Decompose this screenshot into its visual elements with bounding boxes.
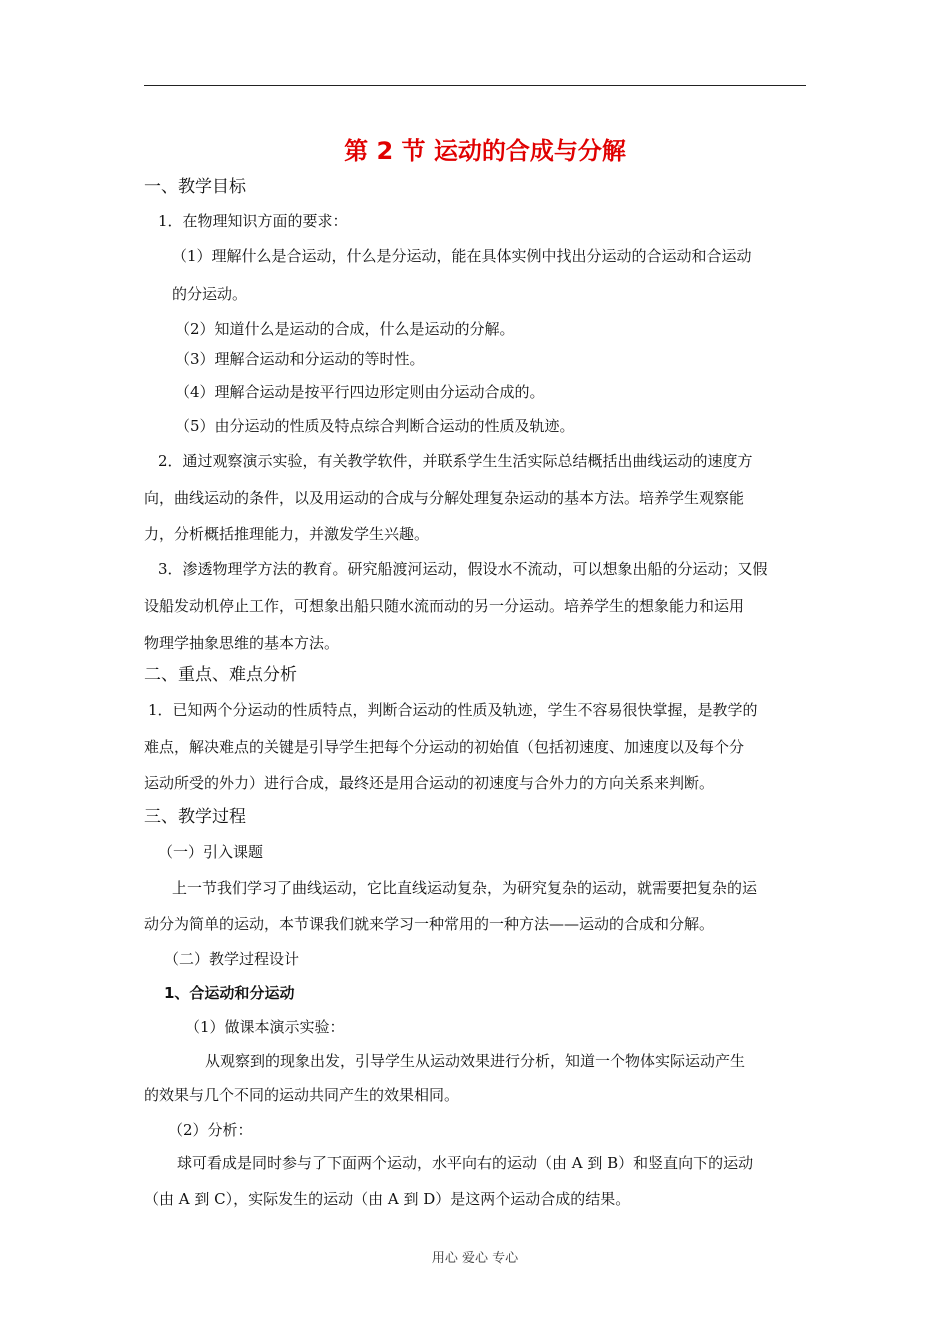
paragraph-line: （一）引入课题	[158, 843, 264, 861]
paragraph-line: （4）理解合运动是按平行四边形定则由分运动合成的。	[175, 383, 545, 401]
section-heading: 三、教学过程	[144, 807, 246, 827]
paragraph-line: 的效果与几个不同的运动共同产生的效果相同。	[144, 1086, 460, 1104]
paragraph-line: （二）教学过程设计	[164, 950, 300, 968]
paragraph-line: 从观察到的现象出发，引导学生从运动效果进行分析，知道一个物体实际运动产生	[205, 1052, 746, 1070]
section-heading: 二、重点、难点分析	[144, 665, 297, 685]
paragraph-line: 难点，解决难点的关键是引导学生把每个分运动的初始值（包括初速度、加速度以及每个分	[144, 738, 745, 756]
paragraph-line: （由 A 到 C），实际发生的运动（由 A 到 D）是这两个运动合成的结果。	[144, 1190, 631, 1208]
header-rule	[144, 85, 806, 86]
paragraph-line: （1）理解什么是合运动，什么是分运动，能在具体实例中找出分运动的合运动和合运动	[172, 247, 752, 265]
paragraph-line: 3．渗透物理学方法的教育。研究船渡河运动，假设水不流动，可以想象出船的分运动；又假	[158, 560, 768, 578]
paragraph-line: 的分运动。	[172, 285, 248, 303]
paragraph-line: （1）做课本演示实验：	[185, 1018, 345, 1036]
section-heading: 一、教学目标	[144, 177, 246, 197]
paragraph-line: 物理学抽象思维的基本方法。	[144, 634, 340, 652]
subsection-heading: 1、合运动和分运动	[164, 984, 295, 1002]
page-footer: 用心 爱心 专心	[431, 1251, 519, 1266]
paragraph-line: 2．通过观察演示实验，有关教学软件，并联系学生生活实际总结概括出曲线运动的速度方	[158, 452, 753, 470]
paragraph-line: 设船发动机停止工作，可想象出船只随水流而动的另一分运动。培养学生的想象能力和运用	[144, 597, 745, 615]
paragraph-line: 运动所受的外力）进行合成，最终还是用合运动的初速度与合外力的方向关系来判断。	[144, 774, 715, 792]
paragraph-line: （2）分析：	[168, 1121, 253, 1139]
paragraph-line: 1．已知两个分运动的性质特点，判断合运动的性质及轨迹，学生不容易很快掌握，是教学的	[148, 701, 758, 719]
paragraph-line: （2）知道什么是运动的合成，什么是运动的分解。	[175, 320, 515, 338]
paragraph-line: 1．在物理知识方面的要求：	[158, 212, 348, 230]
paragraph-line: （5）由分运动的性质及特点综合判断合运动的性质及轨迹。	[175, 417, 575, 435]
paragraph-line: 球可看成是同时参与了下面两个运动，水平向右的运动（由 A 到 B）和竖直向下的运动	[177, 1154, 754, 1172]
paragraph-line: 向，曲线运动的条件，以及用运动的合成与分解处理复杂运动的基本方法。培养学生观察能	[144, 489, 745, 507]
page-title: 第 2 节 运动的合成与分解	[344, 137, 626, 165]
paragraph-line: （3）理解合运动和分运动的等时性。	[175, 350, 425, 368]
paragraph-line: 上一节我们学习了曲线运动，它比直线运动复杂，为研究复杂的运动，就需要把复杂的运	[172, 879, 758, 897]
paragraph-line: 力，分析概括推理能力，并激发学生兴趣。	[144, 525, 430, 543]
paragraph-line: 动分为简单的运动，本节课我们就来学习一种常用的一种方法——运动的合成和分解。	[144, 915, 715, 933]
